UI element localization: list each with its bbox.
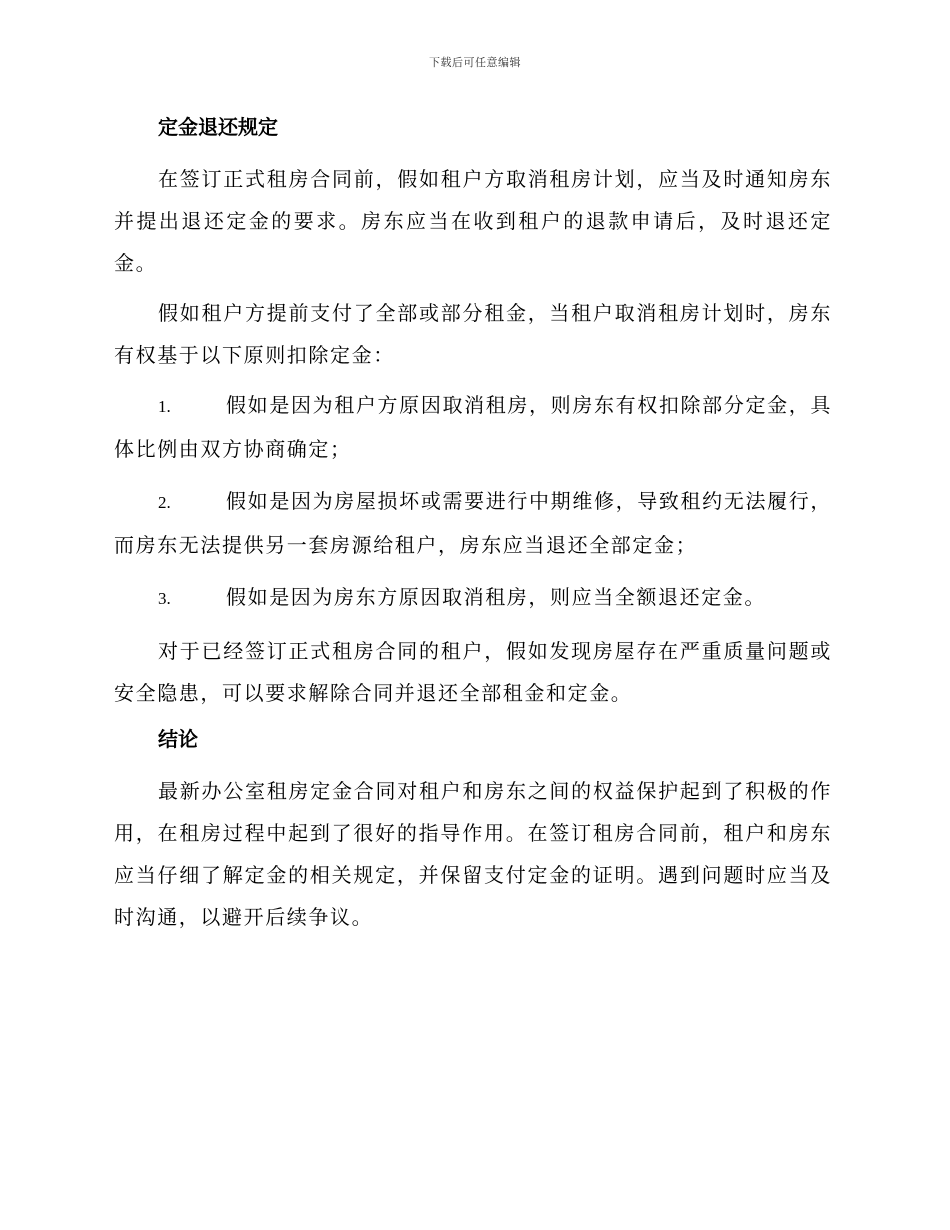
list-item-1 xyxy=(114,384,832,470)
section-title-conclusion: 结论 xyxy=(158,727,198,751)
list-number: 3. xyxy=(158,589,171,608)
section-title-deposit-refund: 定金退还规定 xyxy=(158,115,278,139)
paragraph-deposit-cancel: 在签订正式租房合同前，假如租户方取消租房计划，应当及时通知房东并提出退还定金的要求。房东应当在收到租户的退款申请后，及时退还定金。 xyxy=(114,167,832,275)
list-text: 假如是因为房屋损坏或需要进行中期维修，导致租约无法履行，而房东无法提供另一套房源给租户，房东应当退还全部定金； xyxy=(114,489,832,557)
list-number: 2. xyxy=(158,493,171,512)
paragraph-quality-issue: 对于已经签订正式租房合同的租户，假如发现房屋存在严重质量问题或安全隐患，可以要求解除合同并退还全部租金和定金。 xyxy=(114,639,832,705)
paragraph-conclusion: 最新办公室租房定金合同对租户和房东之间的权益保护起到了积极的作用，在租房过程中起到了很好的指导作用。在签订租房合同前，租户和房东应当仔细了解定金的相关规定，并保留支付定金的证明。遇到问题时应当及时沟通，以避开后续争议。 xyxy=(114,779,832,929)
list-item-2 xyxy=(114,480,832,566)
paragraph-deposit-deduction: 假如租户方提前支付了全部或部分租金，当租户取消租房计划时，房东有权基于以下原则扣除定金： xyxy=(114,301,832,367)
header-note: 下载后可任意编辑 xyxy=(429,56,521,69)
list-number: 1. xyxy=(158,397,171,416)
list-text: 假如是因为租户方原因取消租房，则房东有权扣除部分定金，具体比例由双方协商确定； xyxy=(114,393,832,461)
list-item-3 xyxy=(114,576,832,620)
document-body xyxy=(114,112,832,946)
list-text: 假如是因为房东方原因取消租房，则应当全额退还定金。 xyxy=(226,585,766,609)
